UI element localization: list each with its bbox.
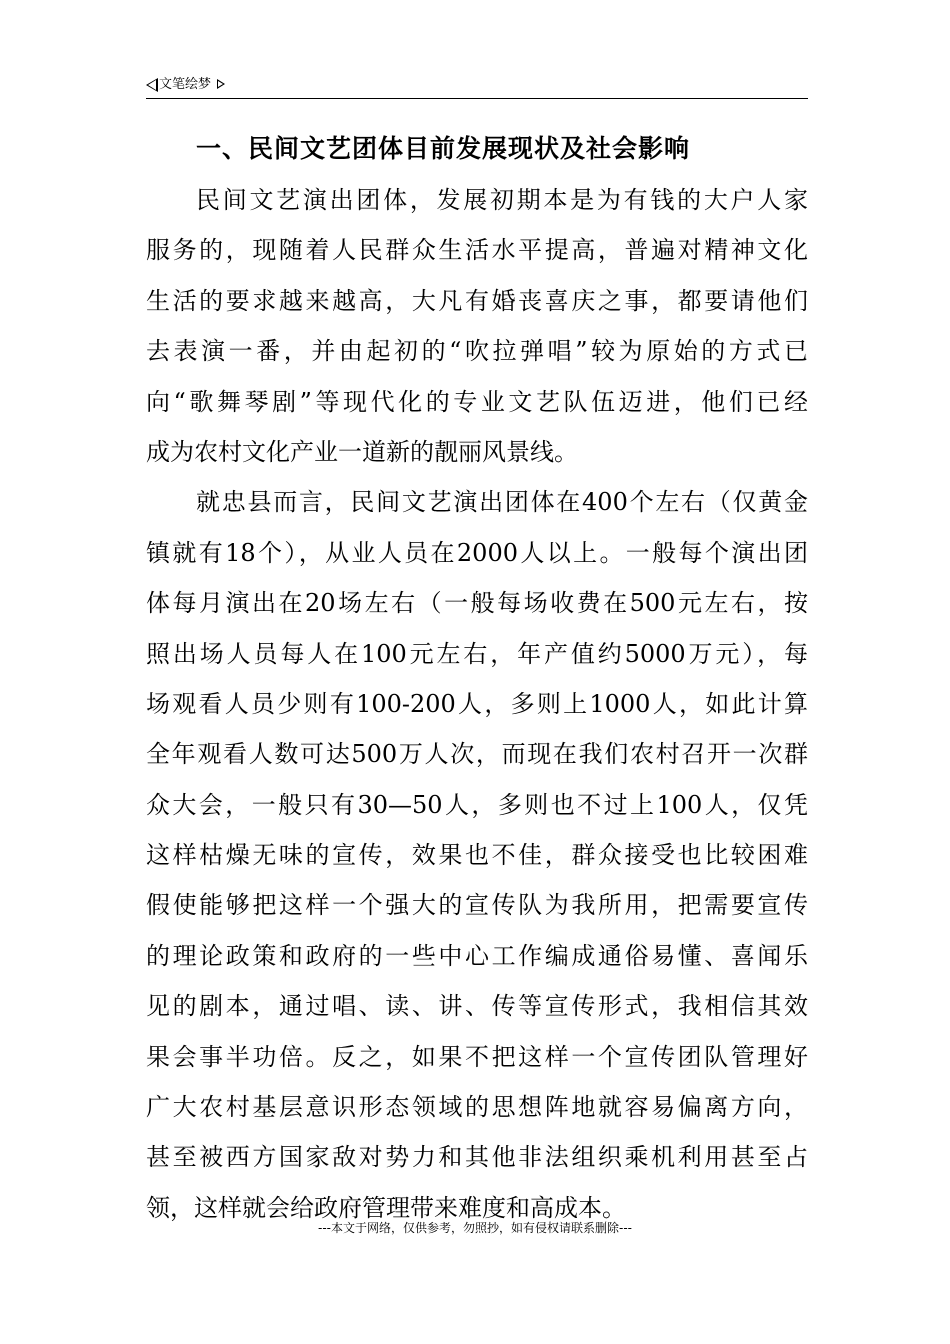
text-line: 体每月演出在20场左右（一般每场收费在500元左右，按 (146, 589, 808, 618)
text-line: 成为农村文化产业一道新的靓丽风景线。 (146, 437, 578, 466)
section-heading: 一、民间文艺团体目前发展现状及社会影响 (196, 134, 691, 163)
paragraph-2 (146, 477, 808, 1233)
text-line: 去表演一番，并由起初的“吹拉弹唱”较为原始的方式已 (146, 337, 808, 366)
document-body (146, 175, 808, 1233)
text-line: 就忠县而言，民间文艺演出团体在400个左右（仅黄金 (196, 488, 808, 517)
header-brand: 文笔绘梦 (159, 77, 212, 92)
text-line: 向“歌舞琴剧”等现代化的专业文艺队伍迈进，他们已经 (146, 387, 808, 416)
text-line: 甚至被西方国家敌对势力和其他非法组织乘机利用甚至占 (146, 1143, 808, 1172)
text-line: 照出场人员每人在100元左右，年产值约5000万元），每 (146, 639, 808, 668)
text-line: 生活的要求越来越高，大凡有婚丧喜庆之事，都要请他们 (146, 286, 808, 315)
paragraph-1 (146, 175, 808, 477)
text-line: 这样枯燥无味的宣传，效果也不佳，群众接受也比较困难 (146, 841, 808, 870)
text-line: 民间文艺演出团体，发展初期本是为有钱的大户人家 (196, 186, 808, 214)
text-line: 的理论政策和政府的一些中心工作编成通俗易懂、喜闻乐 (146, 941, 808, 970)
text-line: 见的剧本，通过唱、读、讲、传等宣传形式，我相信其效 (146, 992, 808, 1021)
triangle-right-icon (217, 79, 225, 89)
text-line: 镇就有18个），从业人员在2000人以上。一般每个演出团 (146, 538, 808, 567)
page-header (146, 76, 808, 99)
text-line: 广大农村基层意识形态领域的思想阵地就容易偏离方向， (146, 1093, 808, 1122)
text-line: 假使能够把这样一个强大的宣传队为我所用，把需要宣传 (146, 891, 808, 920)
text-line: 全年观看人数可达500万人次，而现在我们农村召开一次群 (146, 740, 808, 769)
page-footer-disclaimer: ---本文于网络，仅供参考，勿照抄，如有侵权请联系删除--- (318, 1221, 632, 1235)
text-line: 领，这样就会给政府管理带来难度和高成本。 (146, 1193, 626, 1222)
text-line: 服务的，现随着人民群众生活水平提高，普遍对精神文化 (146, 236, 808, 265)
text-line: 场观看人员少则有100-200人，多则上1000人，如此计算 (146, 689, 808, 718)
text-line: 众大会，一般只有30—50人，多则也不过上100人，仅凭 (146, 790, 808, 819)
triangle-left-icon (146, 78, 158, 92)
text-line: 果会事半功倍。反之，如果不把这样一个宣传团队管理好 (146, 1042, 808, 1071)
